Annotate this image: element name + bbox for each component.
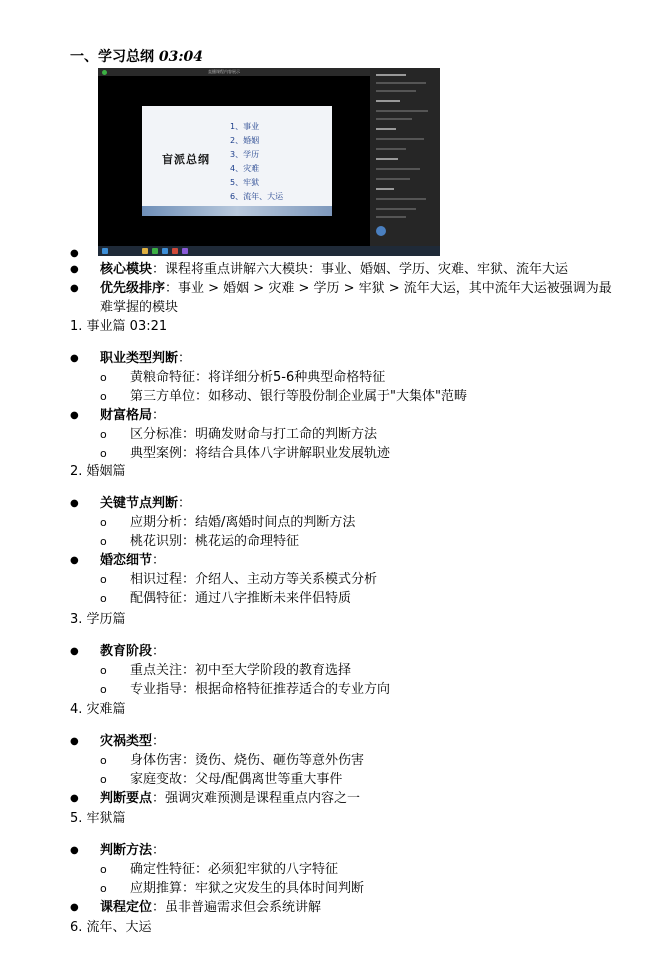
slide-list: [230, 120, 283, 204]
sub-item-text: 应期分析：结婚/离婚时间点的判断方法: [130, 515, 356, 530]
user-avatar-icon: [376, 226, 386, 236]
item-label: 职业类型判断: [100, 351, 179, 366]
embedded-screenshot: [98, 68, 440, 256]
circle-bullet-icon: o: [100, 573, 107, 586]
sub-item: [0, 368, 646, 387]
sub-item-text: 专业指导：根据命格特征推荐适合的专业方向: [130, 682, 391, 697]
sub-item: [0, 589, 646, 608]
circle-bullet-icon: o: [100, 390, 107, 403]
section-body: [0, 642, 646, 699]
sub-item: [0, 661, 646, 680]
app-status-icon: [102, 70, 107, 75]
section-title: 3. 学历篇: [70, 612, 126, 627]
sub-item: [0, 860, 646, 879]
bullet-icon: ●: [70, 736, 79, 747]
sub-item: [0, 751, 646, 770]
bullet-icon: ●: [70, 410, 79, 421]
sub-item-text: 配偶特征：通过八字推断未来伴侣特质: [130, 591, 352, 606]
section-title: 1. 事业篇 03:21: [70, 319, 168, 334]
screenshot-window-title: 直播课程内容展示: [208, 69, 240, 74]
circle-bullet-icon: o: [100, 863, 107, 876]
item-text: 难掌握的模块: [100, 300, 179, 315]
item-label: 关键节点判断: [100, 496, 179, 511]
bullet-icon: ●: [70, 845, 79, 856]
section-title: 4. 灾难篇: [70, 702, 126, 717]
item-suffix: ：: [152, 644, 166, 659]
item-label: 判断方法: [100, 843, 153, 858]
section-body: [0, 349, 646, 463]
list-item: [0, 494, 646, 513]
sub-item-text: 相识过程：介绍人、主动方等关系模式分析: [130, 572, 378, 587]
sub-item: [0, 444, 646, 463]
presentation-slide: [142, 106, 332, 216]
item-label: 教育阶段: [100, 644, 153, 659]
section-heading: [70, 48, 203, 67]
sub-item-text: 桃花识别：桃花运的命理特征: [130, 534, 300, 549]
sub-item: [0, 425, 646, 444]
list-item: [0, 406, 646, 425]
list-item: [0, 898, 646, 917]
heading-title: 一、学习总纲: [70, 49, 154, 65]
section-title: 2. 婚姻篇: [70, 464, 126, 479]
sub-item-text: 身体伤害：烫伤、烧伤、砸伤等意外伤害: [130, 753, 365, 768]
sub-item-text: 家庭变故：父母/配偶离世等重大事件: [130, 772, 343, 787]
item-label: 优先级排序: [100, 281, 166, 296]
bullet-icon: ●: [70, 902, 79, 913]
bullet-icon: ●: [70, 248, 79, 259]
item-label: 核心模块: [100, 262, 153, 277]
bullet-icon: ●: [70, 498, 79, 509]
sub-item-text: 重点关注：初中至大学阶段的教育选择: [130, 663, 352, 678]
circle-bullet-icon: o: [100, 371, 107, 384]
sub-item: [0, 680, 646, 699]
slide-title: 盲派总纲: [162, 153, 210, 166]
sub-item: [0, 513, 646, 532]
sub-item: [0, 770, 646, 789]
circle-bullet-icon: o: [100, 683, 107, 696]
sub-item: [0, 532, 646, 551]
item-suffix: ：: [152, 734, 166, 749]
list-item: [0, 642, 646, 661]
heading-time: 03:04: [158, 49, 204, 65]
list-item: [0, 260, 646, 279]
list-item: [0, 551, 646, 570]
item-suffix: ：强调灾难预测是课程重点内容之一: [152, 791, 361, 806]
circle-bullet-icon: o: [100, 447, 107, 460]
list-item-continuation: [0, 298, 646, 317]
sub-item-text: 黄粮命特征：将详细分析5-6种典型命格特征: [130, 370, 386, 385]
sub-item-text: 区分标准：明确发财命与打工命的判断方法: [130, 427, 378, 442]
item-label: 灾祸类型: [100, 734, 153, 749]
list-item: [0, 732, 646, 751]
sub-item-text: 典型案例：将结合具体八字讲解职业发展轨迹: [130, 446, 391, 461]
list-item: [0, 789, 646, 808]
sub-item-text: 第三方单位：如移动、银行等股份制企业属于"大集体"范畴: [130, 389, 467, 404]
sub-item: [0, 879, 646, 898]
section-body: [0, 841, 646, 917]
item-suffix: ：: [152, 843, 166, 858]
video-stage: [98, 76, 370, 246]
item-suffix: ：虽非普遍需求但会系统讲解: [152, 900, 322, 915]
item-label: 财富格局: [100, 408, 153, 423]
list-item: [0, 841, 646, 860]
circle-bullet-icon: o: [100, 754, 107, 767]
item-label: 判断要点: [100, 791, 153, 806]
item-suffix: ：: [178, 496, 192, 511]
circle-bullet-icon: o: [100, 428, 107, 441]
item-text: ：课程将重点讲解六大模块：事业、婚姻、学历、灾难、牢狱、流年大运: [152, 262, 569, 277]
screenshot-title-bar: [98, 68, 370, 76]
circle-bullet-icon: o: [100, 773, 107, 786]
chat-side-panel: [370, 68, 440, 246]
bullet-icon: ●: [70, 283, 79, 294]
slide-item: 3、学历: [230, 150, 260, 159]
slide-item: 4、灾难: [230, 164, 260, 173]
circle-bullet-icon: o: [100, 664, 107, 677]
sub-item: [0, 387, 646, 406]
sub-item: [0, 570, 646, 589]
slide-item: 6、流年、大运: [230, 192, 284, 201]
sub-item-text: 确定性特征：必须犯牢狱的八字特征: [130, 862, 339, 877]
item-label: 课程定位: [100, 900, 153, 915]
circle-bullet-icon: o: [100, 592, 107, 605]
sub-item-text: 应期推算：牢狱之灾发生的具体时间判断: [130, 881, 365, 896]
list-item: [0, 279, 646, 298]
bullet-icon: ●: [70, 793, 79, 804]
slide-item: 1、事业: [230, 122, 260, 131]
item-suffix: ：: [152, 408, 166, 423]
circle-bullet-icon: o: [100, 882, 107, 895]
list-item: [0, 349, 646, 368]
bullet-icon: ●: [70, 555, 79, 566]
item-suffix: ：: [178, 351, 192, 366]
slide-item: 5、牢狱: [230, 178, 260, 187]
section-body: [0, 494, 646, 608]
item-label: 婚恋细节: [100, 553, 153, 568]
section-title: 6. 流年、大运: [70, 920, 152, 935]
slide-wave-decoration: [142, 206, 332, 216]
bullet-icon: ●: [70, 264, 79, 275]
bullet-icon: ●: [70, 353, 79, 364]
section-body: [0, 732, 646, 808]
taskbar: [98, 246, 440, 256]
circle-bullet-icon: o: [100, 535, 107, 548]
section-title: 5. 牢狱篇: [70, 811, 126, 826]
overview-list: [0, 260, 646, 317]
circle-bullet-icon: o: [100, 516, 107, 529]
bullet-icon: ●: [70, 646, 79, 657]
slide-item: 2、婚姻: [230, 136, 260, 145]
item-text: ：事业 > 婚姻 > 灾难 > 学历 > 牢狱 > 流年大运，其中流年大运被强调为最: [165, 281, 612, 296]
item-suffix: ：: [152, 553, 166, 568]
